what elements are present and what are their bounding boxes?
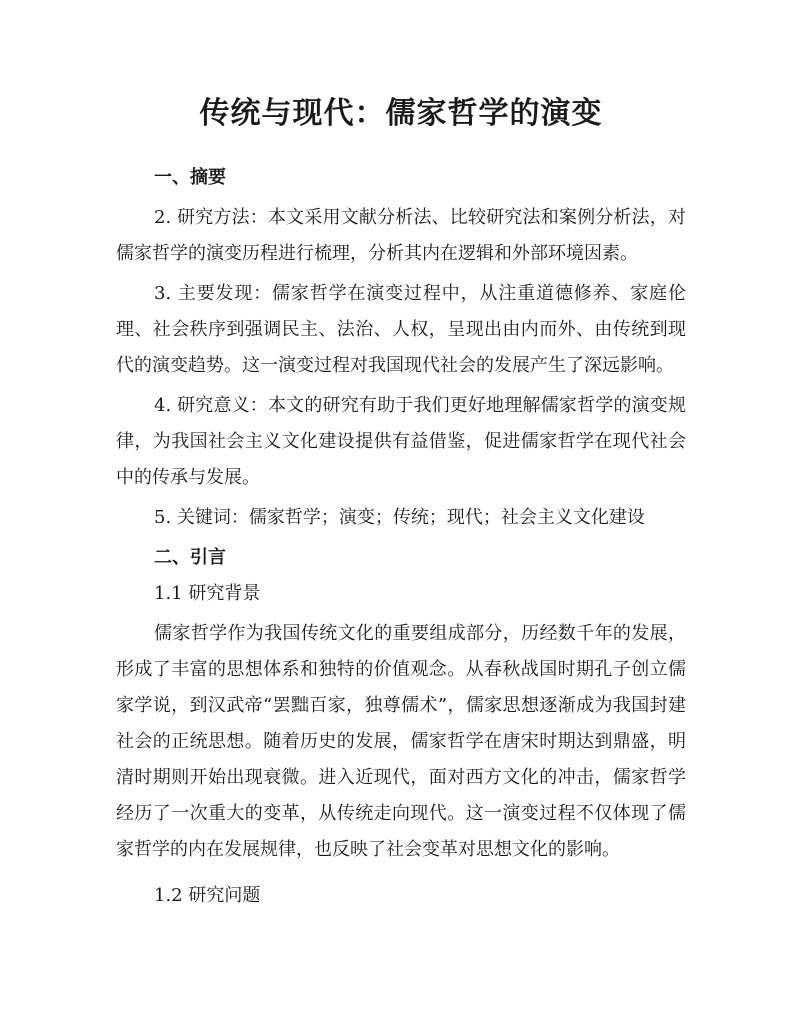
subsection-heading-research-question: 1.2 研究问题 — [154, 885, 261, 906]
document-title: 传统与现代：儒家哲学的演变 — [199, 96, 603, 131]
abstract-item-findings: 3. 主要发现：儒家哲学在演变过程中，从注重道德修养、家庭伦理、社会秩序到强调民主、法治、人权，呈现出由内而外、由传统到现代的演变趋势。这一演变过程对我国现代社会的发展产生了深远影响。 — [116, 283, 686, 376]
abstract-item-method: 2. 研究方法：本文采用文献分析法、比较研究法和案例分析法，对儒家哲学的演变历程进行梳理，分析其内在逻辑和外部环境因素。 — [116, 207, 686, 264]
background-paragraph: 儒家哲学作为我国传统文化的重要组成部分，历经数千年的发展，形成了丰富的思想体系和独特的价值观念。从春秋战国时期孔子创立儒家学说，到汉武帝“罢黜百家，独尊儒术”，儒家思想逐渐成为我国封建社会的正统思想。随着历史的发展，儒家哲学在唐宋时期达到鼎盛，明清时期则开始出现衰微。进入近现代，面对西方文化的冲击，儒家哲学经历了一次重大的变革，从传统走向现代。这一演变过程不仅体现了儒家哲学的内在发展规律，也反映了社会变革对思想文化的影响。 — [116, 623, 686, 860]
abstract-item-significance: 4. 研究意义：本文的研究有助于我们更好地理解儒家哲学的演变规律，为我国社会主义文化建设提供有益借鉴，促进儒家哲学在现代社会中的传承与发展。 — [116, 395, 686, 488]
subsection-heading-background: 1.1 研究背景 — [154, 583, 261, 604]
abstract-item-keywords: 5. 关键词：儒家哲学；演变；传统；现代；社会主义文化建设 — [154, 507, 645, 528]
section-heading-introduction: 二、引言 — [154, 547, 226, 568]
section-heading-abstract: 一、摘要 — [154, 167, 226, 188]
